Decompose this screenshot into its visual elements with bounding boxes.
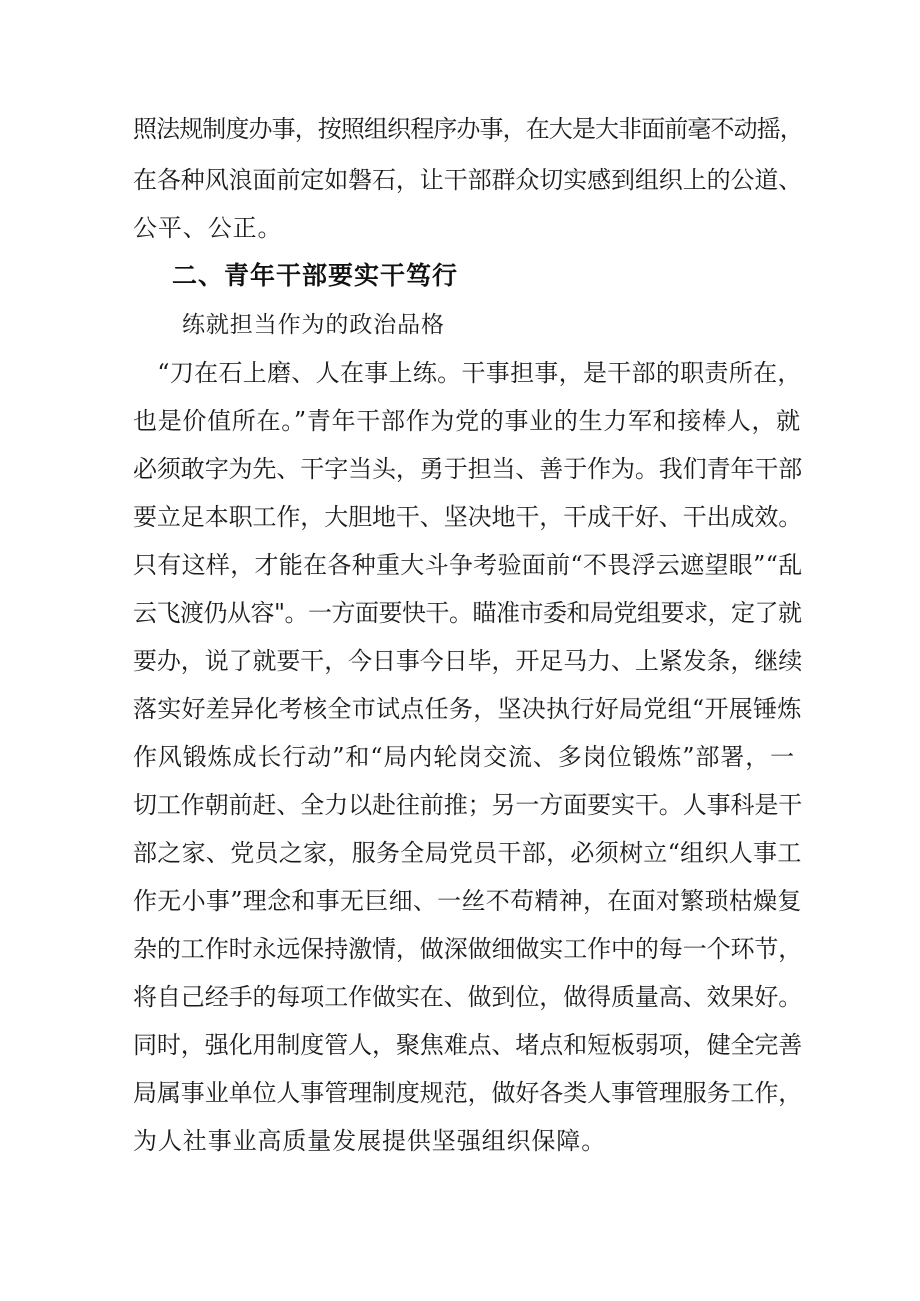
section-subheading: 练就担当作为的政治品格 xyxy=(182,312,445,338)
intro-line-3: 公平、公正。 xyxy=(133,214,283,242)
body-line-12: 作无小事”理念和事无巨细、一丝不苟精神，在面对繁琐枯燥复 xyxy=(133,887,802,915)
body-line-13: 杂的工作时永远保持激情，做深做细做实工作中的每一个环节， xyxy=(133,935,803,963)
body-line-7: 要办，说了就要干，今日事今日毕，开足马力、上紧发条，继续 xyxy=(133,647,803,675)
body-line-2: 也是价值所在。”青年干部作为党的事业的生力军和接棒人，就 xyxy=(133,407,801,435)
intro-line-1: 照法规制度办事，按照组织程序办事，在大是大非面前毫不动摇， xyxy=(133,115,803,143)
body-line-4: 要立足本职工作，大胆地干、坚决地干，干成干好、干出成效。 xyxy=(133,503,803,531)
body-line-10: 切工作朝前赶、全力以赴往前推；另一方面要实干。人事科是干 xyxy=(133,791,803,819)
body-line-16: 局属事业单位人事管理制度规范，做好各类人事管理服务工作， xyxy=(133,1079,803,1107)
intro-line-2: 在各种风浪面前定如磐石，让干部群众切实感到组织上的公道、 xyxy=(133,166,803,194)
body-line-9: 作风锻炼成长行动”和“局内轮岗交流、多岗位锻炼”部署，一 xyxy=(133,743,796,771)
body-line-11: 部之家、党员之家，服务全局党员干部，必须树立“组织人事工 xyxy=(133,839,802,867)
section-heading: 二、青年干部要实干笃行 xyxy=(172,261,459,290)
body-line-1: “刀在石上磨、人在事上练。干事担事，是干部的职责所在， xyxy=(133,359,802,387)
body-line-5: 只有这样，才能在各种重大斗争考验面前“不畏浮云遮望眼”“乱 xyxy=(133,551,803,579)
body-line-15: 同时，强化用制度管人，聚焦难点、堵点和短板弱项，健全完善 xyxy=(133,1031,803,1059)
body-line-6: 云飞渡仍从容"。一方面要快干。瞄准市委和局党组要求，定了就 xyxy=(133,599,802,627)
body-line-3: 必须敢字为先、干字当头，勇于担当、善于作为。我们青年干部 xyxy=(133,455,803,483)
body-line-8: 落实好差异化考核全市试点任务，坚决执行好局党组“开展锤炼 xyxy=(133,695,802,723)
body-line-17: 为人社事业高质量发展提供坚强组织保障。 xyxy=(133,1127,607,1155)
body-line-14: 将自己经手的每项工作做实在、做到位，做得质量高、效果好。 xyxy=(133,983,803,1011)
